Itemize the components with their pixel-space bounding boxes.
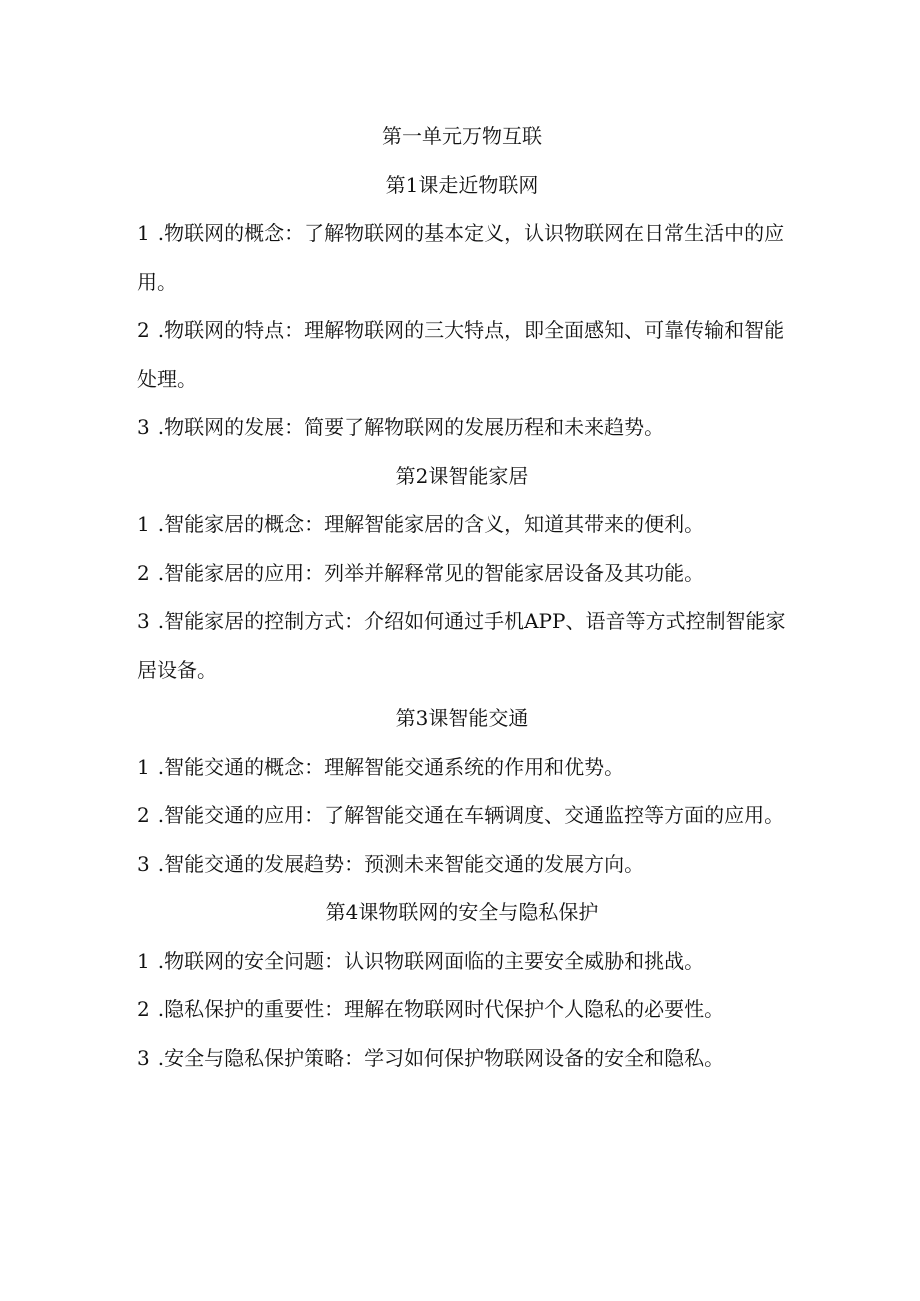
item-text: .智能交通的应用：了解智能交通在车辆调度、交通监控等方面的应用。 <box>157 803 785 827</box>
item-text: .智能家居的概念：理解智能家居的含义，知道其带来的便利。 <box>157 512 705 536</box>
item-number: 1 <box>137 221 150 245</box>
unit-title: 第一单元万物互联 <box>382 124 542 148</box>
list-item <box>137 403 787 452</box>
list-item <box>137 985 787 1034</box>
item-number: 2 <box>137 803 150 827</box>
item-number: 1 <box>137 754 150 779</box>
list-item <box>137 597 787 694</box>
lesson-title: 第4课物联网的安全与隐私保护 <box>325 900 599 924</box>
item-number: 3 <box>137 1045 150 1070</box>
list-item <box>137 791 787 840</box>
item-text: .安全与隐私保护策略：学习如何保护物联网设备的安全和隐私。 <box>157 1045 725 1070</box>
list-item <box>137 840 787 889</box>
item-number: 3 <box>137 415 150 439</box>
list-item <box>137 937 787 986</box>
item-number: 1 <box>137 512 150 536</box>
item-text: .物联网的概念：了解物联网的基本定义，认识物联网在日常生活中的应用。 <box>137 221 785 294</box>
lesson-title: 第1课走近物联网 <box>385 172 539 197</box>
item-text: .隐私保护的重要性：理解在物联网时代保护个人隐私的必要性。 <box>157 997 725 1021</box>
list-item <box>137 549 787 598</box>
item-number: 3 <box>137 609 150 633</box>
list-item <box>137 306 787 403</box>
lesson-3 <box>137 694 787 888</box>
item-number: 2 <box>137 318 150 342</box>
list-item <box>137 1034 787 1083</box>
item-text: .物联网的特点：理解物联网的三大特点，即全面感知、可靠传输和智能处理。 <box>137 318 785 391</box>
list-item <box>137 209 787 306</box>
list-item <box>137 743 787 792</box>
item-number: 1 <box>137 948 150 973</box>
lesson-title: 第3课智能交通 <box>395 706 529 730</box>
item-text: .智能交通的发展趋势：预测未来智能交通的发展方向。 <box>157 851 645 876</box>
lesson-4 <box>137 888 787 1082</box>
item-text: .智能家居的控制方式：介绍如何通过手机APP、语音等方式控制智能家居设备。 <box>137 609 786 682</box>
item-text: .智能交通的概念：理解智能交通系统的作用和优势。 <box>157 754 625 779</box>
item-text: .物联网的发展：简要了解物联网的发展历程和未来趋势。 <box>157 415 665 439</box>
lesson-1 <box>137 161 787 452</box>
lesson-title: 第2课智能家居 <box>395 463 529 488</box>
list-item <box>137 500 787 549</box>
document-body <box>137 112 787 1082</box>
item-text: .智能家居的应用：列举并解释常见的智能家居设备及其功能。 <box>157 560 705 585</box>
item-number: 3 <box>137 851 150 876</box>
lesson-2 <box>137 452 787 695</box>
item-number: 2 <box>137 997 150 1021</box>
item-text: .物联网的安全问题：认识物联网面临的主要安全威胁和挑战。 <box>157 948 705 973</box>
item-number: 2 <box>137 560 150 585</box>
